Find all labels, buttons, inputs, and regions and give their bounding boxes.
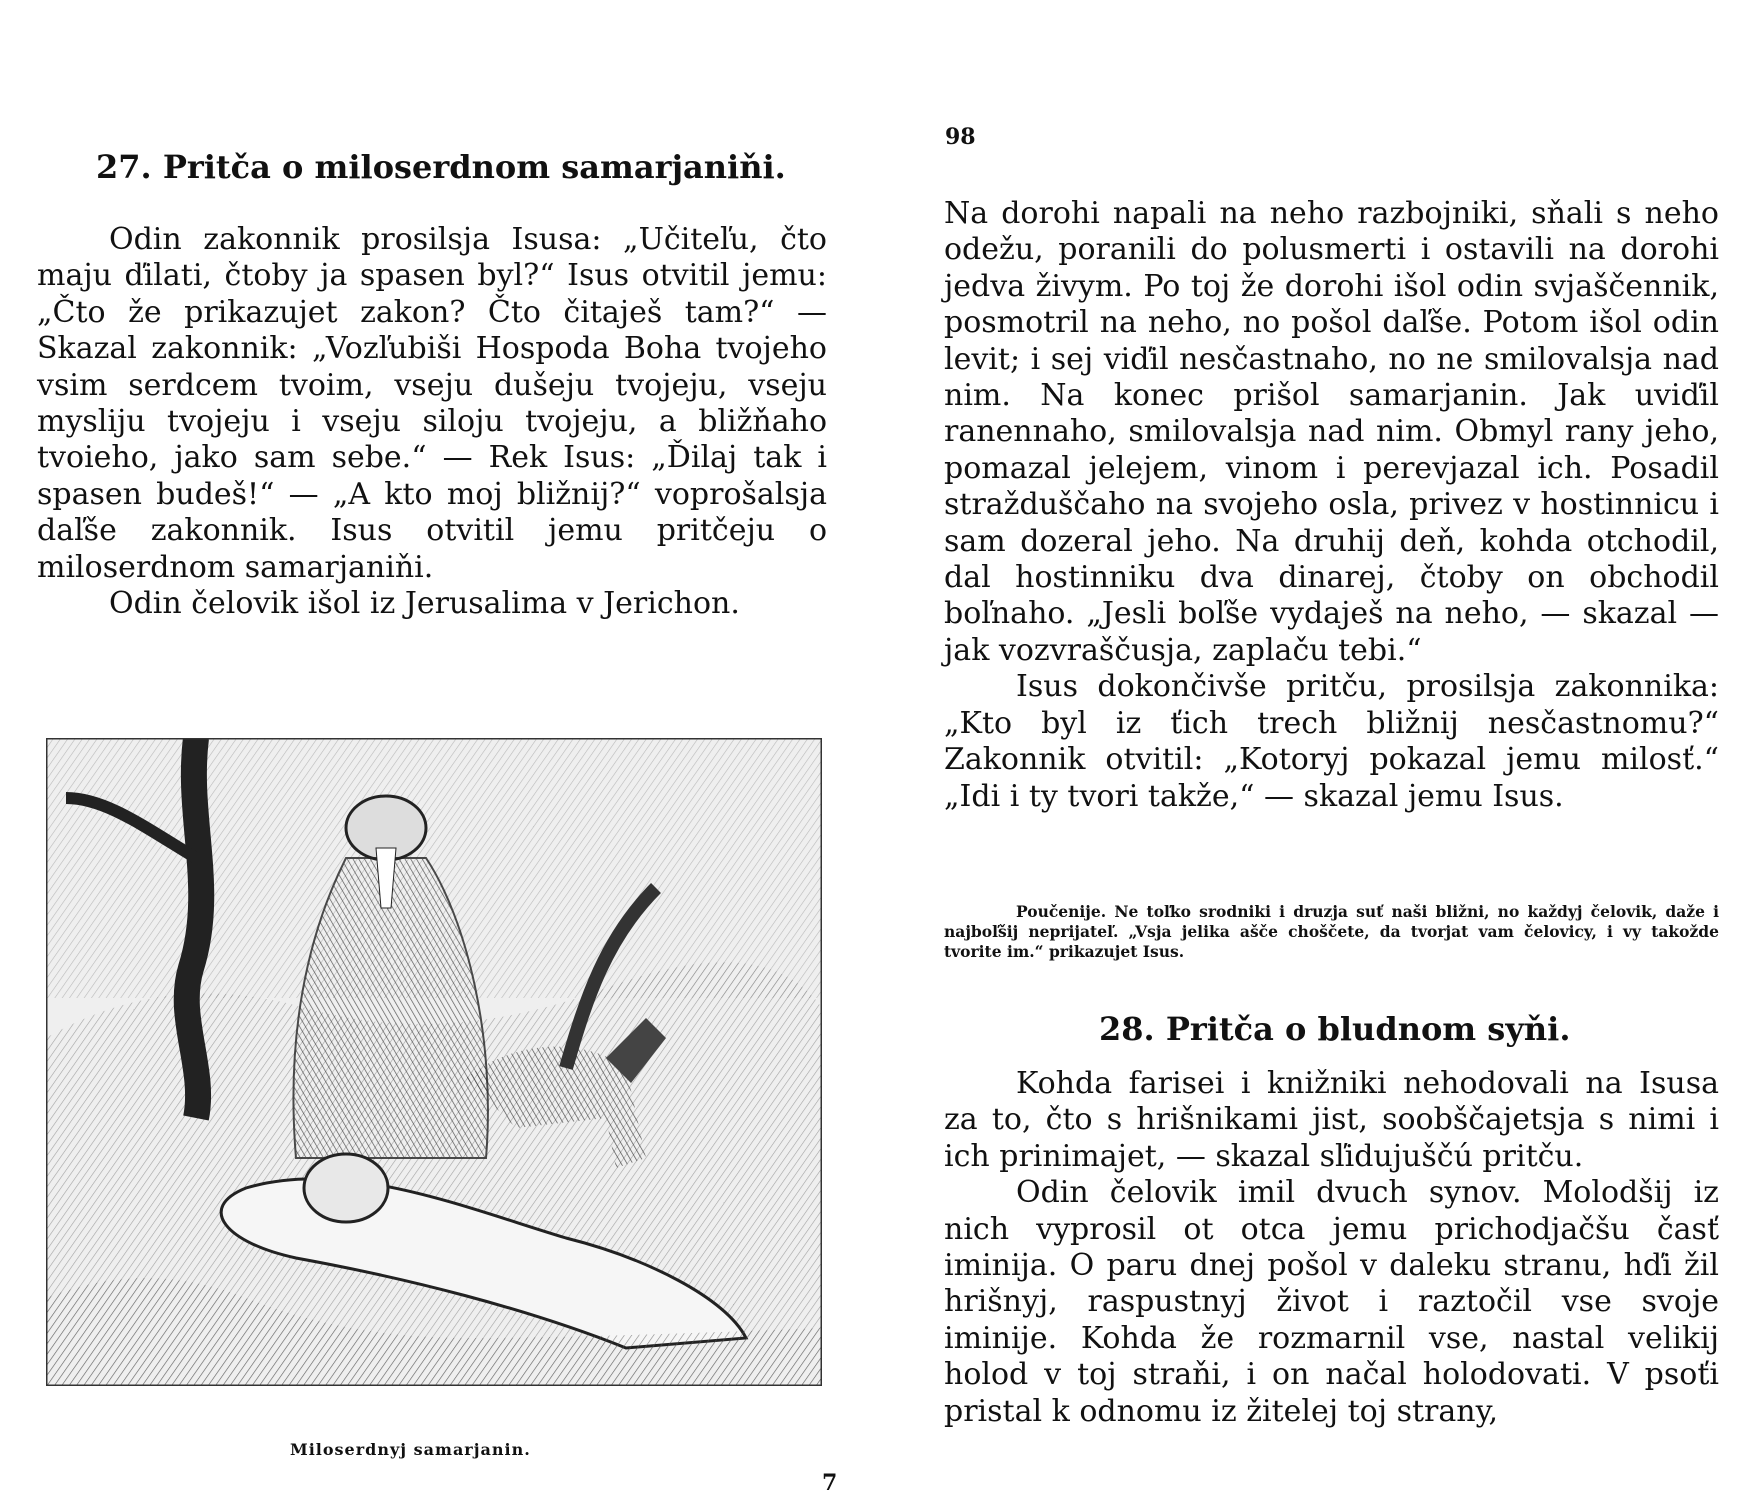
section-heading-27: 27. Pritča o miloserdnom samarjaniňi. [96, 148, 786, 186]
illustration-caption: Miloserdnyj samarjanin. [290, 1440, 531, 1459]
right-body-text [944, 196, 1719, 815]
section-heading-28: 28. Pritča o bludnom syňi. [1099, 1010, 1571, 1048]
good-samaritan-illustration [46, 738, 822, 1386]
paragraph-pharisees: Kohda farisei i knižniki nehodovali na Isusa za to, čto s hrišnikami jist, soobščajetsja s nimi i ich prinimajet, — skazal sľidujuščú pritču. [944, 1066, 1719, 1174]
right-page [881, 0, 1762, 1500]
paragraph-conclusion: Isus dokončivše pritču, prosilsja zakonnika: „Kto byl iz ťich trech bližnij nesčastnomu?“ Zakonnik otvitil: „Kotoryj pokazal jemu milosť.“ „Idi i ty tvori takže,“ — skazal jemu Isus. [944, 669, 1719, 814]
paragraph-journey: Odin čelovik išol iz Jerusalima v Jerichon. [109, 586, 740, 622]
moral-note: Poučenije. Ne toľko srodniki i druzja suť naši bližni, no každyj čelovik, daže i najboľšij neprijateľ. „Vsja jelika ašče choščete, da tvorjat vam čelovicy, i vy takožde tvorite im.“ prikazujet Isus. [944, 902, 1719, 961]
paragraph-two-sons: Odin čelovik imil dvuch synov. Molodšij iz nich vyprosil ot otca jemu prichodjačšu časť iminija. O paru dnej pošol v daleku stranu, hďi žil hrišnyj, raspustnyj život i raztočil vse svoje iminije. Kohda že rozmarnil vse, nastal velikij holod v toj straňi, i on načal holodovati. V psoťi pristal k odnomu iz žitelej toj strany, [944, 1175, 1719, 1429]
page-number-left: 7 [822, 1470, 838, 1496]
page-number-right: 98 [945, 124, 976, 150]
left-body-text [37, 222, 827, 622]
right-body-text-2 [944, 1066, 1719, 1430]
paragraph-robbers: Na dorohi napali na neho razbojniki, sňali s neho odežu, poranili do polusmerti i ostavili na dorohi jedva živym. Po toj že dorohi išol odin svjaščennik, posmotril na neho, no pošol daľše. Potom išol odin levit; i sej viďil nesčastnaho, no ne smilovalsja nad nim. Na konec prišol samarjanin. Jak uviďil ranennaho, smilovalsja nad nim. Obmyl rany jeho, pomazal jelejem, vinom i perevjazal ich. Posadil stražduščaho na svojeho osla, privez v hostinnicu i sam dozeral jeho. Na druhij deň, kohda otchodil, dal hostinniku dva dinarej, čtoby on obchodil boľnaho. „Jesli boľše vydaješ na neho, — skazal — jak vozvraščusja, zaplaču tebi.“ [944, 196, 1719, 668]
paragraph-lawyer-question: Odin zakonnik prosilsja Isusa: „Učiteľu, čto maju ďilati, čtoby ja spasen byl?“ Isus otvitil jemu: „Čto že prikazujet zakon? Čto čitaješ tam?“ — Skazal zakonnik: „Vozľubiši Hospoda Boha tvojeho vsim serdcem tvoim, vseju dušeju tvojeju, vseju mysliju tvojeju i vseju siloju tvojeju, a bližňaho tvoieho, jako sam sebe.“ — Rek Isus: „Ďilaj tak i spasen budeš!“ — „A kto moj bližnij?“ voprošalsja daľše zakonnik. Isus otvitil jemu pritčeju o miloserdnom samarjaniňi. [37, 222, 827, 585]
